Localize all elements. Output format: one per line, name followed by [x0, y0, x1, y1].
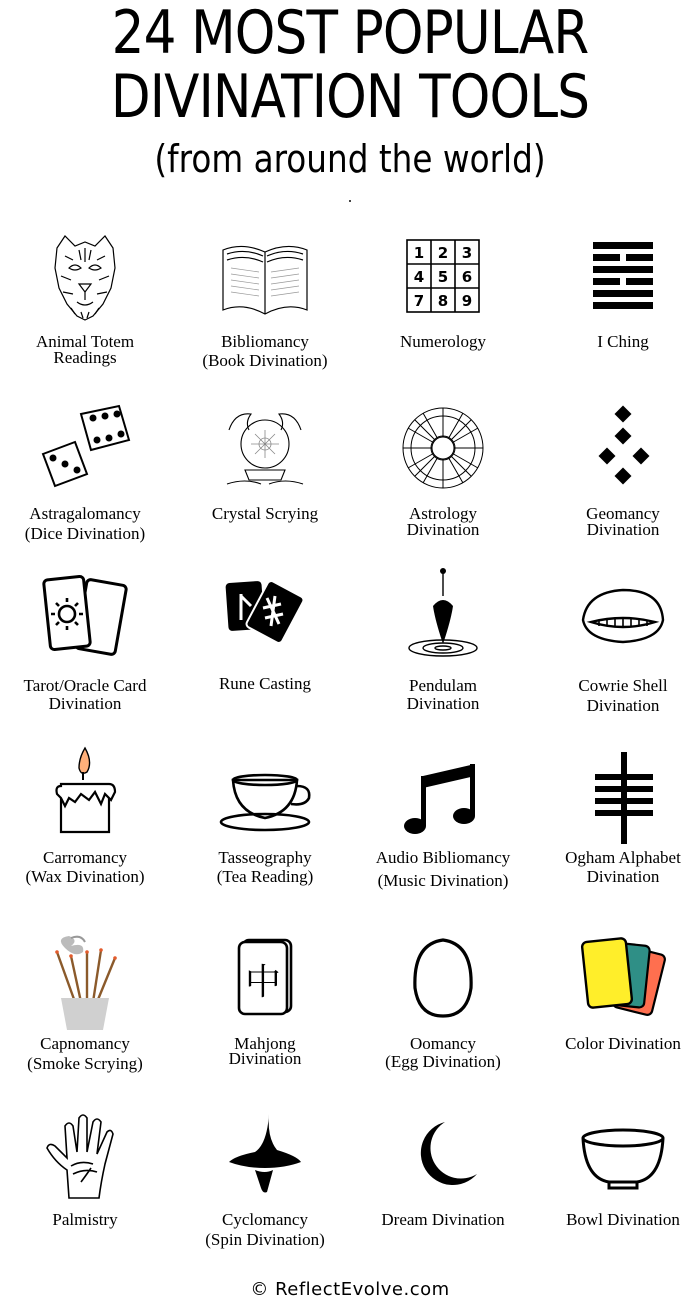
tool-label-line1: Crystal Scrying	[211, 504, 319, 523]
tool-label-line2: Divination	[228, 1049, 302, 1068]
tool-label-line1: Tasseography	[218, 848, 312, 867]
bowl-icon	[573, 1108, 673, 1208]
teacup-icon	[215, 746, 315, 846]
tool-label-line2: (Smoke Scrying)	[27, 1054, 143, 1073]
title-line-1: 24 MOST POPULAR	[111, 0, 589, 68]
color-cards-icon	[573, 932, 673, 1032]
geomancy-figure-icon	[573, 400, 673, 500]
grid-number: 2	[437, 244, 449, 262]
tool-label-line2: Divination	[406, 694, 480, 713]
music-note-icon	[393, 746, 493, 846]
tool-label-line1: Astrology	[409, 504, 477, 523]
palm-icon	[35, 1108, 135, 1208]
tool-label-line2: (Book Divination)	[202, 351, 328, 370]
tool-label-line2: Divination	[586, 696, 660, 715]
tool-label-line1: Capnomancy	[40, 1034, 130, 1053]
crystal-ball-icon	[215, 400, 315, 500]
tool-label-line2: Divination	[406, 520, 480, 539]
tool-label-line1: Animal Totem	[35, 332, 135, 351]
tool-label-line1: Astragalomancy	[29, 504, 141, 523]
tiger-icon	[35, 228, 135, 328]
incense-icon	[35, 932, 135, 1032]
hexagram-icon	[573, 228, 673, 328]
pendulum-icon	[393, 566, 493, 666]
egg-icon	[393, 932, 493, 1032]
cowrie-shell-icon	[573, 574, 673, 674]
tool-label-line1: I Ching	[597, 332, 649, 351]
tool-label-line1: Bowl Divination	[566, 1210, 680, 1229]
rune-stones-icon	[215, 574, 315, 674]
tool-label-line1: Tarot/Oracle Card	[23, 676, 147, 695]
zodiac-wheel-icon	[393, 400, 493, 500]
tool-label-line2: (Dice Divination)	[24, 524, 146, 543]
tarot-cards-icon	[35, 574, 135, 674]
tool-label-line2: (Music Divination)	[377, 871, 509, 890]
tool-label-line2: (Spin Divination)	[205, 1230, 325, 1249]
tool-label-line1: Cowrie Shell	[578, 676, 668, 695]
grid-number: 8	[437, 292, 449, 310]
spinning-top-icon	[215, 1108, 315, 1208]
tool-label-line2: Readings	[53, 348, 117, 367]
ogham-icon	[573, 746, 673, 846]
tool-label-line1: Color Divination	[565, 1034, 681, 1053]
subtitle: (from around the world)	[154, 137, 546, 181]
grid-number: 5	[437, 268, 449, 286]
tool-label-line1: Geomancy	[586, 504, 660, 523]
open-book-icon	[215, 228, 315, 328]
title-line-2: DIVINATION TOOLS	[110, 62, 590, 132]
tool-label-line1: Palmistry	[52, 1210, 118, 1229]
grid-number: 9	[461, 292, 473, 310]
tool-label-line1: Audio Bibliomancy	[375, 848, 511, 867]
grid-number: 4	[413, 268, 425, 286]
number-grid-icon	[393, 228, 493, 328]
tool-label-line1: Cyclomancy	[222, 1210, 308, 1229]
tool-label-line1: Bibliomancy	[221, 332, 309, 351]
divider-dot	[349, 200, 351, 202]
tool-label-line1: Mahjong	[234, 1034, 296, 1053]
candle-icon	[35, 746, 135, 846]
tool-label-line2: (Egg Divination)	[385, 1052, 501, 1071]
mahjong-tile-icon	[215, 932, 315, 1032]
tool-label-line1: Dream Divination	[381, 1210, 505, 1229]
tool-label-line2: (Wax Divination)	[25, 867, 145, 886]
tool-label-line2: Divination	[48, 694, 122, 713]
mahjong-glyph: 中	[244, 962, 282, 1003]
crescent-moon-icon	[393, 1108, 493, 1208]
grid-number: 6	[461, 268, 473, 286]
footer-credit: © ReflectEvolve.com	[250, 1279, 450, 1300]
dice-icon	[35, 400, 135, 500]
color-card-yellow	[582, 938, 633, 1008]
grid-number: 1	[413, 244, 425, 262]
tool-label-line2: (Tea Reading)	[216, 867, 314, 886]
grid-number: 7	[413, 292, 425, 310]
grid-number: 3	[461, 244, 473, 262]
tool-label-line1: Carromancy	[42, 848, 128, 867]
tool-label-line1: Pendulam	[409, 676, 477, 695]
tool-label-line1: Rune Casting	[218, 674, 312, 693]
tool-label-line2: Divination	[586, 867, 660, 886]
tool-label-line1: Oomancy	[409, 1034, 477, 1053]
tool-label-line1: Numerology	[400, 332, 486, 351]
tool-label-line2: Divination	[586, 520, 660, 539]
tool-label-line1: Ogham Alphabet	[565, 848, 681, 867]
